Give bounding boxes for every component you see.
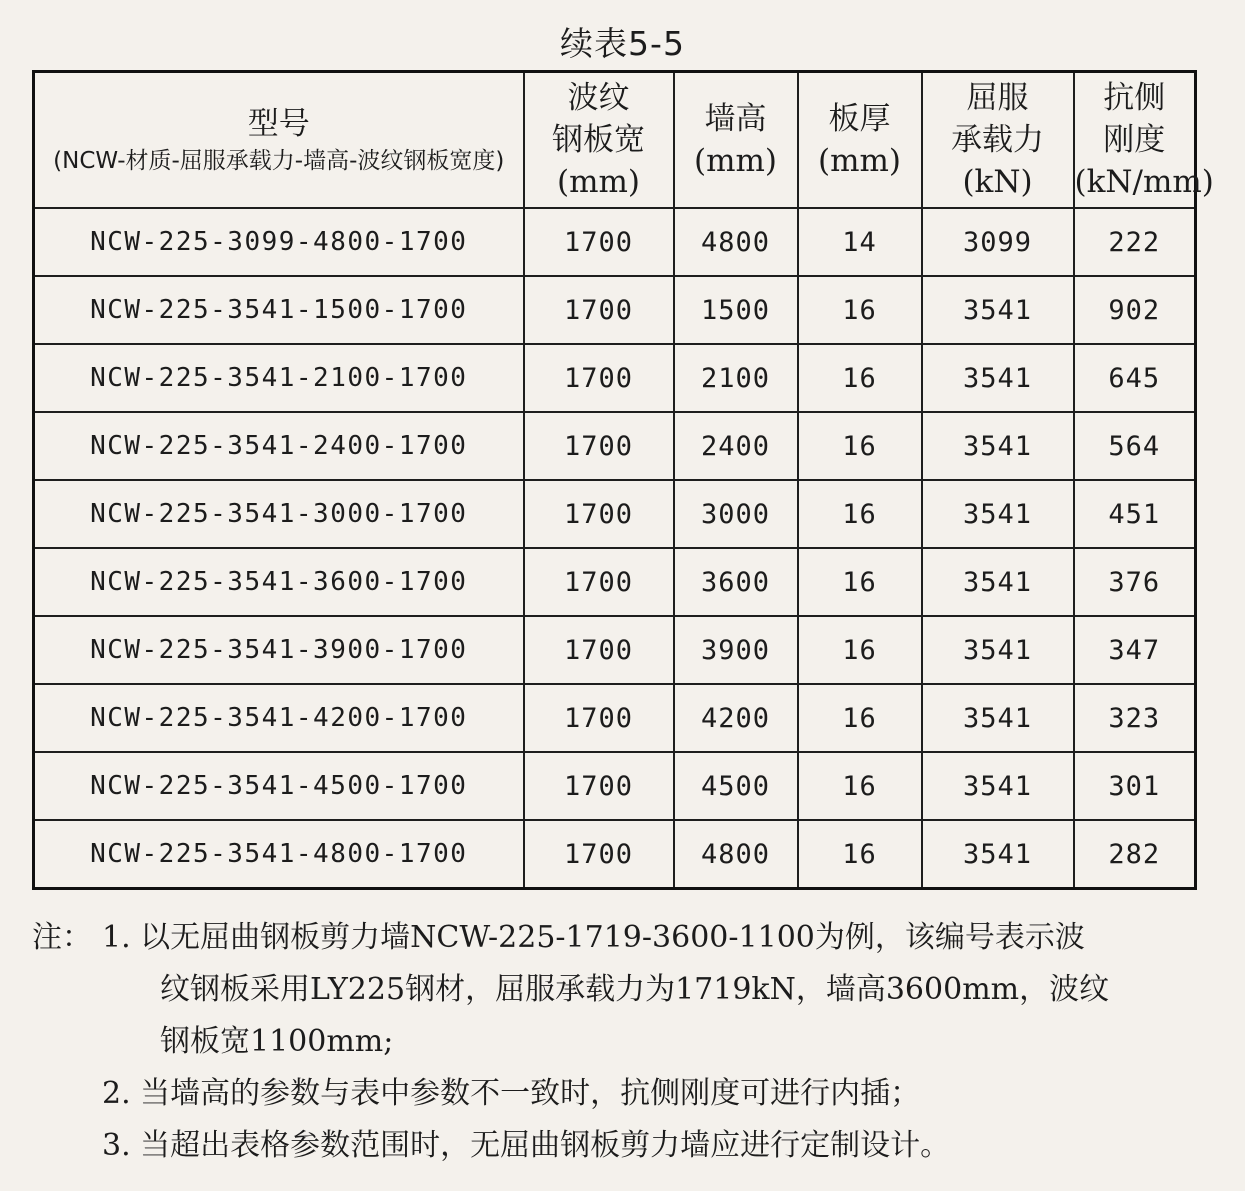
cell-model: NCW-225-3541-4500-1700: [34, 752, 524, 820]
cell-stiffness: 645: [1074, 344, 1196, 412]
cell-yield: 3541: [922, 276, 1074, 344]
header-stiffness: [1074, 72, 1214, 209]
note-line: [32, 912, 1222, 964]
cell-width: 1700: [524, 684, 674, 752]
table-row: [34, 276, 1196, 344]
cell-thickness: 16: [798, 616, 922, 684]
cell-yield: 3541: [922, 684, 1074, 752]
cell-stiffness: 222: [1074, 208, 1196, 276]
header-stiffness-unit: (kN/mm): [1074, 164, 1214, 200]
notes-label: 注：: [32, 920, 92, 955]
cell-height: 4200: [674, 684, 798, 752]
table-row: [34, 616, 1196, 684]
cell-model: NCW-225-3541-1500-1700: [34, 276, 524, 344]
table-row: [34, 412, 1196, 480]
table-header-row: [34, 72, 1196, 209]
cell-width: 1700: [524, 276, 674, 344]
cell-yield: 3541: [922, 752, 1074, 820]
cell-model: NCW-225-3541-2400-1700: [34, 412, 524, 480]
note-line: 2. 当墙高的参数与表中参数不一致时，抗侧刚度可进行内插；: [102, 1076, 921, 1111]
header-yield-line: 屈服: [966, 80, 1029, 116]
cell-height: 3900: [674, 616, 798, 684]
note-line: 钢板宽1100mm;: [160, 1024, 394, 1059]
table-row: [34, 548, 1196, 616]
cell-thickness: 16: [798, 752, 922, 820]
header-thickness-line: 板厚: [828, 101, 891, 137]
cell-width: 1700: [524, 344, 674, 412]
cell-stiffness: 323: [1074, 684, 1196, 752]
table-row: [34, 208, 1196, 276]
cell-stiffness: 902: [1074, 276, 1196, 344]
cell-thickness: 16: [798, 276, 922, 344]
cell-thickness: 14: [798, 208, 922, 276]
header-model-subtitle: (NCW-材质-屈服承载力-墙高-波纹钢板宽度): [53, 148, 505, 174]
cell-stiffness: 376: [1074, 548, 1196, 616]
cell-yield: 3541: [922, 616, 1074, 684]
cell-width: 1700: [524, 208, 674, 276]
cell-yield: 3541: [922, 480, 1074, 548]
cell-stiffness: 282: [1074, 820, 1196, 889]
table-row: [34, 752, 1196, 820]
cell-yield: 3541: [922, 548, 1074, 616]
header-yield-unit: (kN): [962, 164, 1033, 200]
cell-height: 4800: [674, 820, 798, 889]
header-height-line: 墙高: [704, 101, 767, 137]
cell-model: NCW-225-3099-4800-1700: [34, 208, 524, 276]
note-line: 纹钢板采用LY225钢材，屈服承载力为1719kN，墙高3600mm，波纹: [160, 972, 1110, 1007]
header-thickness-unit: (mm): [818, 143, 901, 179]
header-model-title: 型号: [247, 106, 310, 142]
cell-stiffness: 347: [1074, 616, 1196, 684]
table-row: [34, 820, 1196, 889]
header-yield-line: 承载力: [951, 122, 1044, 158]
cell-thickness: 16: [798, 480, 922, 548]
cell-thickness: 16: [798, 548, 922, 616]
note-line: 3. 当超出表格参数范围时，无屈曲钢板剪力墙应进行定制设计。: [102, 1128, 951, 1163]
header-model: [34, 72, 524, 209]
table-title: 续表5-5: [560, 24, 685, 63]
cell-yield: 3541: [922, 412, 1074, 480]
cell-height: 2400: [674, 412, 798, 480]
cell-thickness: 16: [798, 684, 922, 752]
cell-height: 4800: [674, 208, 798, 276]
cell-width: 1700: [524, 548, 674, 616]
notes: [32, 912, 1222, 1172]
cell-height: 2100: [674, 344, 798, 412]
spec-table: [32, 70, 1214, 890]
cell-stiffness: 564: [1074, 412, 1196, 480]
note-text: 1. 以无屈曲钢板剪力墙NCW-225-1719-3600-1100为例，该编号表示波: [102, 920, 1085, 955]
cell-height: 1500: [674, 276, 798, 344]
cell-height: 4500: [674, 752, 798, 820]
cell-model: NCW-225-3541-3000-1700: [34, 480, 524, 548]
table-row: [34, 344, 1196, 412]
cell-model: NCW-225-3541-2100-1700: [34, 344, 524, 412]
cell-height: 3000: [674, 480, 798, 548]
table-row: [34, 684, 1196, 752]
cell-yield: 3541: [922, 344, 1074, 412]
cell-stiffness: 451: [1074, 480, 1196, 548]
cell-yield: 3099: [922, 208, 1074, 276]
header-width-unit: (mm): [557, 164, 640, 200]
cell-thickness: 16: [798, 344, 922, 412]
cell-model: NCW-225-3541-3900-1700: [34, 616, 524, 684]
header-stiffness-line: 刚度: [1103, 122, 1166, 158]
header-width-line: 波纹: [567, 80, 630, 116]
cell-width: 1700: [524, 616, 674, 684]
cell-model: NCW-225-3541-4200-1700: [34, 684, 524, 752]
cell-model: NCW-225-3541-3600-1700: [34, 548, 524, 616]
cell-height: 3600: [674, 548, 798, 616]
cell-width: 1700: [524, 412, 674, 480]
cell-width: 1700: [524, 820, 674, 889]
table-row: [34, 480, 1196, 548]
header-width: [524, 72, 674, 209]
cell-width: 1700: [524, 752, 674, 820]
header-height-unit: (mm): [694, 143, 777, 179]
header-yield: [922, 72, 1074, 209]
header-width-line: 钢板宽: [552, 122, 645, 158]
cell-yield: 3541: [922, 820, 1074, 889]
header-height: [674, 72, 798, 209]
cell-thickness: 16: [798, 820, 922, 889]
cell-thickness: 16: [798, 412, 922, 480]
cell-model: NCW-225-3541-4800-1700: [34, 820, 524, 889]
cell-stiffness: 301: [1074, 752, 1196, 820]
header-stiffness-line: 抗侧: [1103, 80, 1166, 116]
cell-width: 1700: [524, 480, 674, 548]
header-thickness: [798, 72, 922, 209]
